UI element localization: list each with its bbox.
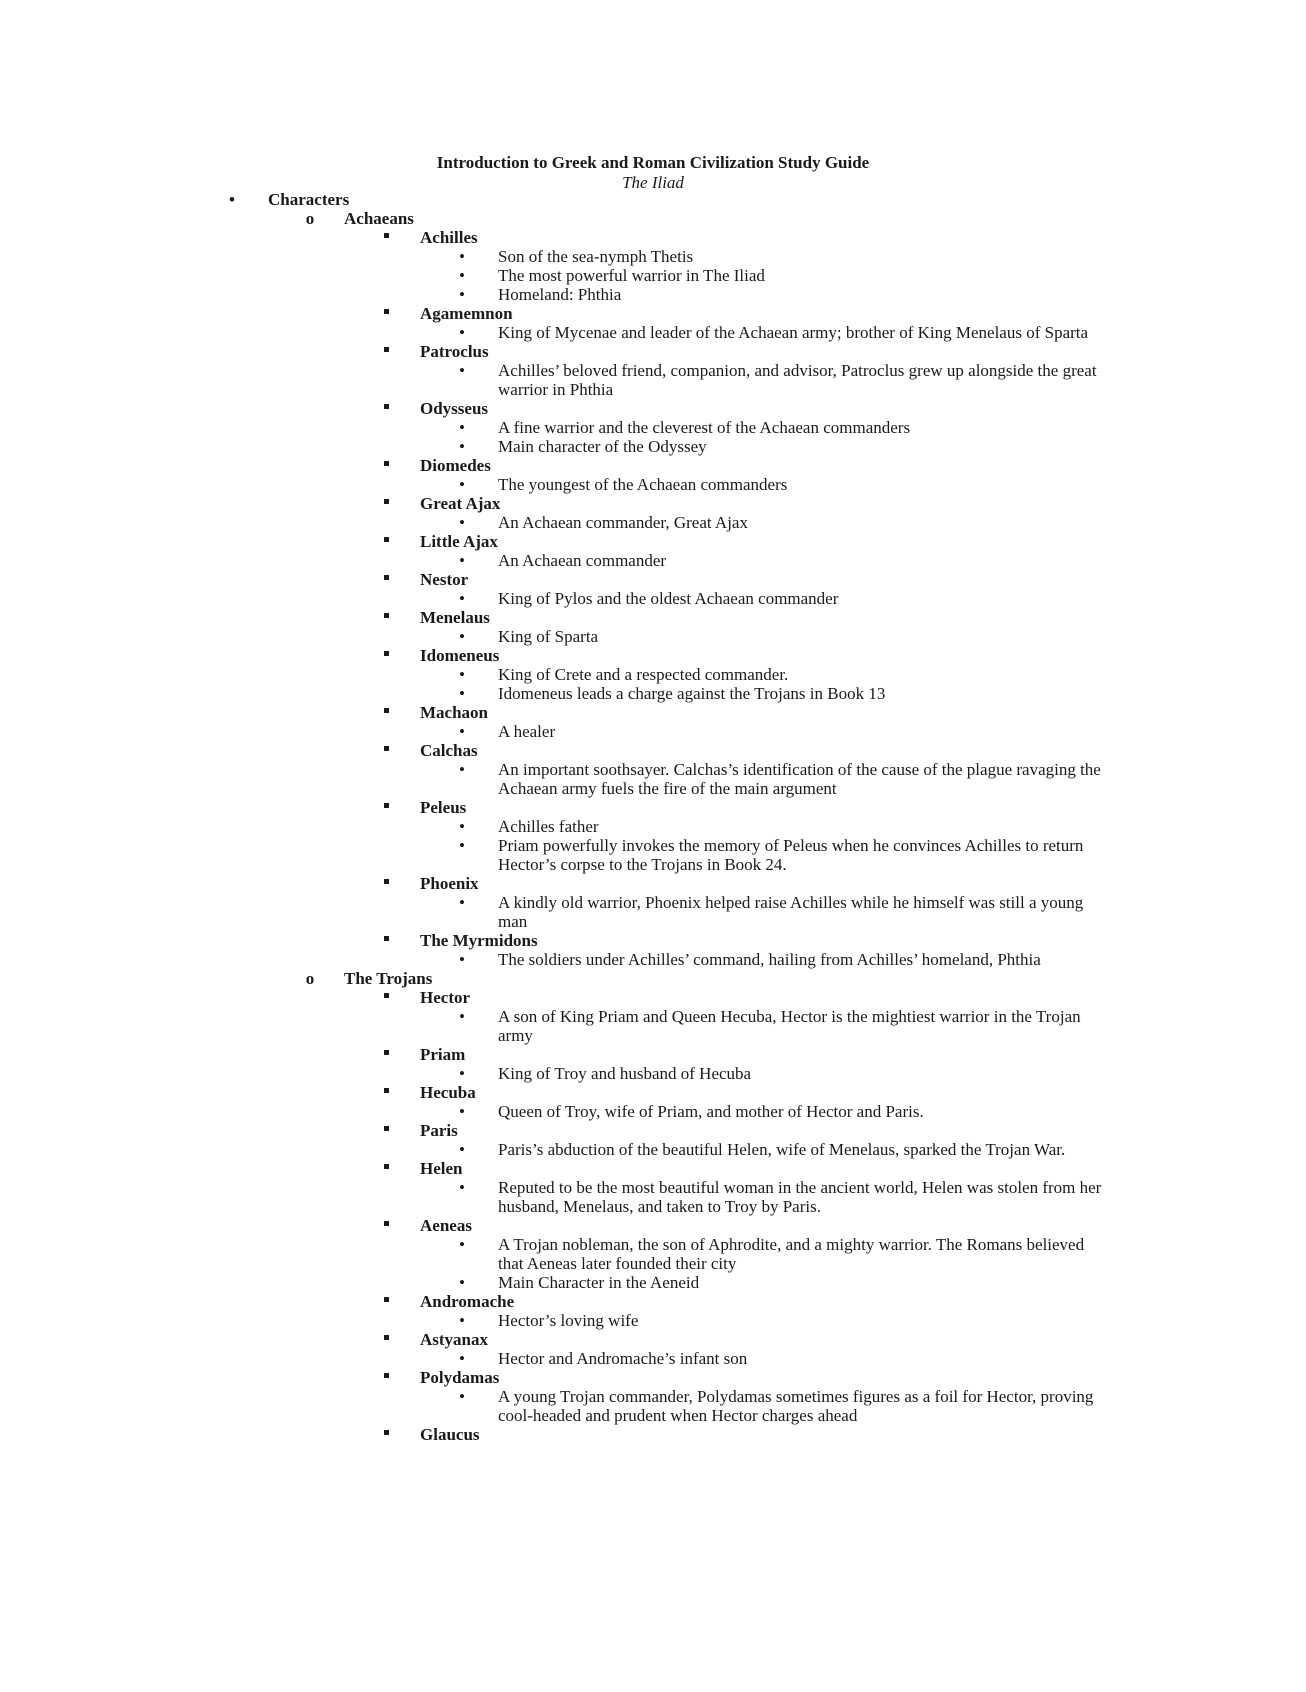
square-bullet: [376, 646, 396, 665]
bullet-icon: •: [459, 475, 465, 494]
character-name-row: [0, 874, 1306, 893]
square-bullet: [376, 931, 396, 950]
character-note: [0, 817, 1306, 836]
character-note: [0, 589, 1306, 608]
character-note-text: The soldiers under Achilles’ command, hailing from Achilles’ homeland, Phthia: [498, 950, 1041, 969]
character-note: [0, 437, 1306, 456]
title-block: [0, 153, 1306, 193]
square-bullet: [376, 741, 396, 760]
character-name: Agamemnon: [420, 304, 513, 323]
square-bullet: [376, 1159, 396, 1178]
character-note: [0, 1064, 1306, 1083]
square-bullet-icon: [384, 936, 389, 941]
bullet-icon: •: [459, 589, 465, 608]
character-note: [0, 323, 1306, 342]
square-bullet: [376, 1425, 396, 1444]
character-note: [0, 285, 1306, 304]
bullet-icon: •: [459, 437, 465, 456]
character-note: [0, 266, 1306, 285]
character-note-text: King of Troy and husband of Hecuba: [498, 1064, 752, 1083]
square-bullet-icon: [384, 708, 389, 713]
square-bullet: [376, 1292, 396, 1311]
character-name-row: [0, 304, 1306, 323]
square-bullet-icon: [384, 879, 389, 884]
character-name-row: [0, 1216, 1306, 1235]
bullet-icon: •: [459, 1064, 465, 1083]
square-bullet-icon: [384, 233, 389, 238]
character-name: Helen: [420, 1159, 463, 1178]
character-name: Odysseus: [420, 399, 489, 418]
character-name: Paris: [420, 1121, 458, 1140]
character-note-text: King of Sparta: [498, 627, 599, 646]
character-note: [0, 1102, 1306, 1121]
character-name: Achilles: [420, 228, 478, 247]
character-name-row: [0, 931, 1306, 950]
character-note: [0, 418, 1306, 437]
square-bullet-icon: [384, 993, 389, 998]
outline-heading: [0, 190, 1306, 209]
bullet-icon: •: [459, 684, 465, 703]
bullet-icon: •: [459, 1007, 465, 1026]
character-name-row: [0, 1159, 1306, 1178]
character-name: Astyanax: [420, 1330, 489, 1349]
character-name-row: [0, 741, 1306, 760]
character-note: [0, 1311, 1306, 1330]
bullet-icon: •: [459, 893, 465, 912]
character-name-row: [0, 399, 1306, 418]
character-name: Great Ajax: [420, 494, 501, 513]
bullet-icon: •: [459, 551, 465, 570]
bullet-icon: •: [459, 1273, 465, 1292]
character-note: [0, 1235, 1306, 1273]
character-name: Idomeneus: [420, 646, 500, 665]
square-bullet-icon: [384, 537, 389, 542]
square-bullet-icon: [384, 1050, 389, 1055]
square-bullet: [376, 1045, 396, 1064]
character-name: Polydamas: [420, 1368, 500, 1387]
square-bullet-icon: [384, 347, 389, 352]
bullet-icon: •: [459, 760, 465, 779]
character-note-text: An Achaean commander: [498, 551, 667, 570]
square-bullet: [376, 304, 396, 323]
bullet-icon: •: [459, 323, 465, 342]
square-bullet: [376, 342, 396, 361]
character-name-row: [0, 1368, 1306, 1387]
square-bullet-icon: [384, 746, 389, 751]
bullet-icon: •: [459, 836, 465, 855]
square-bullet-icon: [384, 404, 389, 409]
character-note-text: A healer: [498, 722, 556, 741]
square-bullet-icon: [384, 309, 389, 314]
character-note: [0, 627, 1306, 646]
character-note: [0, 247, 1306, 266]
character-name-row: [0, 1045, 1306, 1064]
bullet-icon: •: [459, 1387, 465, 1406]
character-note: [0, 551, 1306, 570]
character-note-text: An important soothsayer. Calchas’s identification of the cause of the plague ravaging the Achaean army fuels the fire of the main argument: [498, 760, 1101, 798]
character-name-row: [0, 703, 1306, 722]
character-note-text: A young Trojan commander, Polydamas sometimes figures as a foil for Hector, proving cool-headed and prudent when Hector charges ahead: [498, 1387, 1094, 1425]
character-name-row: [0, 798, 1306, 817]
character-note: [0, 665, 1306, 684]
square-bullet: [376, 988, 396, 1007]
square-bullet: [376, 494, 396, 513]
character-outline: [0, 190, 1306, 1444]
bullet-icon: •: [459, 266, 465, 285]
circle-bullet-icon: o: [305, 209, 315, 228]
character-note-text: King of Crete and a respected commander.: [498, 665, 789, 684]
bullet-icon: •: [459, 665, 465, 684]
square-bullet-icon: [384, 1126, 389, 1131]
character-name: Hecuba: [420, 1083, 476, 1102]
character-name: Nestor: [420, 570, 469, 589]
character-note-text: Son of the sea-nymph Thetis: [498, 247, 694, 266]
square-bullet: [376, 1216, 396, 1235]
character-note: [0, 1273, 1306, 1292]
character-note: [0, 760, 1306, 798]
square-bullet-icon: [384, 803, 389, 808]
square-bullet: [376, 570, 396, 589]
square-bullet-icon: [384, 1164, 389, 1169]
character-name-row: [0, 1121, 1306, 1140]
character-name: The Myrmidons: [420, 931, 538, 950]
square-bullet: [376, 1330, 396, 1349]
square-bullet-icon: [384, 1373, 389, 1378]
square-bullet-icon: [384, 1430, 389, 1435]
character-note-text: Hector’s loving wife: [498, 1311, 639, 1330]
bullet-icon: •: [459, 950, 465, 969]
character-name: Priam: [420, 1045, 466, 1064]
character-name: Little Ajax: [420, 532, 498, 551]
character-name-row: [0, 1083, 1306, 1102]
character-name-row: [0, 456, 1306, 475]
character-note-text: Paris’s abduction of the beautiful Helen, wife of Menelaus, sparked the Trojan War.: [498, 1140, 1066, 1159]
character-name-row: [0, 608, 1306, 627]
character-note-text: A fine warrior and the cleverest of the Achaean commanders: [498, 418, 911, 437]
character-note-text: A son of King Priam and Queen Hecuba, Hector is the mightiest warrior in the Trojan army: [498, 1007, 1081, 1045]
group-label: Achaeans: [344, 209, 414, 228]
bullet-icon: •: [459, 247, 465, 266]
character-note-text: Hector and Andromache’s infant son: [498, 1349, 748, 1368]
square-bullet: [376, 399, 396, 418]
bullet-icon: •: [459, 1140, 465, 1159]
character-note-text: Main character of the Odyssey: [498, 437, 707, 456]
character-note: [0, 1178, 1306, 1216]
square-bullet-icon: [384, 499, 389, 504]
character-name-row: [0, 1425, 1306, 1444]
character-name-row: [0, 988, 1306, 1007]
group-label: The Trojans: [344, 969, 433, 988]
square-bullet-icon: [384, 461, 389, 466]
character-name: Patroclus: [420, 342, 489, 361]
bullet-icon: •: [459, 817, 465, 836]
character-name: Aeneas: [420, 1216, 472, 1235]
character-note-text: Reputed to be the most beautiful woman in the ancient world, Helen was stolen from her husband, Menelaus, and taken to Troy by Paris.: [498, 1178, 1102, 1216]
bullet-icon: •: [459, 722, 465, 741]
character-name: Glaucus: [420, 1425, 480, 1444]
character-note-text: A kindly old warrior, Phoenix helped raise Achilles while he himself was still a young man: [498, 893, 1084, 931]
character-name: Andromache: [420, 1292, 515, 1311]
character-note: [0, 1387, 1306, 1425]
character-note-text: The most powerful warrior in The Iliad: [498, 266, 765, 285]
character-note: [0, 950, 1306, 969]
character-note-text: An Achaean commander, Great Ajax: [498, 513, 748, 532]
square-bullet-icon: [384, 613, 389, 618]
character-name-row: [0, 646, 1306, 665]
character-note: [0, 1007, 1306, 1045]
character-note-text: Homeland: Phthia: [498, 285, 622, 304]
character-note-text: King of Mycenae and leader of the Achaean army; brother of King Menelaus of Sparta: [498, 323, 1089, 342]
bullet-icon: •: [459, 1178, 465, 1197]
character-note-text: Idomeneus leads a charge against the Trojans in Book 13: [498, 684, 886, 703]
character-name-row: [0, 1330, 1306, 1349]
outline-heading-label: Characters: [268, 190, 350, 209]
square-bullet: [376, 703, 396, 722]
square-bullet-icon: [384, 1335, 389, 1340]
group-heading: [0, 209, 1306, 228]
character-note-text: Achilles’ beloved friend, companion, and advisor, Patroclus grew up alongside the great warrior in Phthia: [498, 361, 1097, 399]
square-bullet: [376, 1121, 396, 1140]
bullet-icon: •: [229, 190, 235, 209]
bullet-icon: •: [459, 513, 465, 532]
character-name: Phoenix: [420, 874, 479, 893]
square-bullet: [376, 532, 396, 551]
character-note: [0, 836, 1306, 874]
square-bullet: [376, 1083, 396, 1102]
character-note-text: The youngest of the Achaean commanders: [498, 475, 788, 494]
bullet-icon: •: [459, 361, 465, 380]
character-note-text: King of Pylos and the oldest Achaean commander: [498, 589, 839, 608]
character-name-row: [0, 342, 1306, 361]
bullet-icon: •: [459, 1235, 465, 1254]
character-note: [0, 361, 1306, 399]
character-note-text: Priam powerfully invokes the memory of Peleus when he convinces Achilles to return Hector’s corpse to the Trojans in Book 24.: [498, 836, 1084, 874]
bullet-icon: •: [459, 627, 465, 646]
character-note: [0, 893, 1306, 931]
character-name: Hector: [420, 988, 471, 1007]
document-subtitle: The Iliad: [622, 173, 684, 192]
character-name: Menelaus: [420, 608, 490, 627]
square-bullet-icon: [384, 1297, 389, 1302]
square-bullet-icon: [384, 651, 389, 656]
character-name-row: [0, 494, 1306, 513]
group-heading: [0, 969, 1306, 988]
character-name-row: [0, 532, 1306, 551]
character-name: Calchas: [420, 741, 478, 760]
square-bullet-icon: [384, 575, 389, 580]
character-note: [0, 1349, 1306, 1368]
character-name: Diomedes: [420, 456, 491, 475]
bullet-icon: •: [459, 1102, 465, 1121]
bullet-icon: •: [459, 1349, 465, 1368]
bullet-icon: •: [459, 285, 465, 304]
character-note-text: Queen of Troy, wife of Priam, and mother of Hector and Paris.: [498, 1102, 924, 1121]
character-note: [0, 513, 1306, 532]
bullet-icon: •: [459, 418, 465, 437]
square-bullet: [376, 874, 396, 893]
bullet-icon: •: [459, 1311, 465, 1330]
character-name: Peleus: [420, 798, 467, 817]
character-name-row: [0, 1292, 1306, 1311]
character-note: [0, 722, 1306, 741]
character-note: [0, 1140, 1306, 1159]
character-note: [0, 684, 1306, 703]
square-bullet: [376, 456, 396, 475]
character-note-text: Main Character in the Aeneid: [498, 1273, 700, 1292]
character-name-row: [0, 228, 1306, 247]
character-note-text: A Trojan nobleman, the son of Aphrodite, and a mighty warrior. The Romans believed that Aeneas later founded their city: [498, 1235, 1085, 1273]
square-bullet-icon: [384, 1088, 389, 1093]
document-title: Introduction to Greek and Roman Civilization Study Guide: [436, 153, 870, 172]
character-note-text: Achilles father: [498, 817, 599, 836]
square-bullet: [376, 228, 396, 247]
character-name: Machaon: [420, 703, 488, 722]
square-bullet: [376, 798, 396, 817]
square-bullet-icon: [384, 1221, 389, 1226]
square-bullet: [376, 1368, 396, 1387]
character-note: [0, 475, 1306, 494]
square-bullet: [376, 608, 396, 627]
circle-bullet-icon: o: [305, 969, 315, 988]
character-name-row: [0, 570, 1306, 589]
